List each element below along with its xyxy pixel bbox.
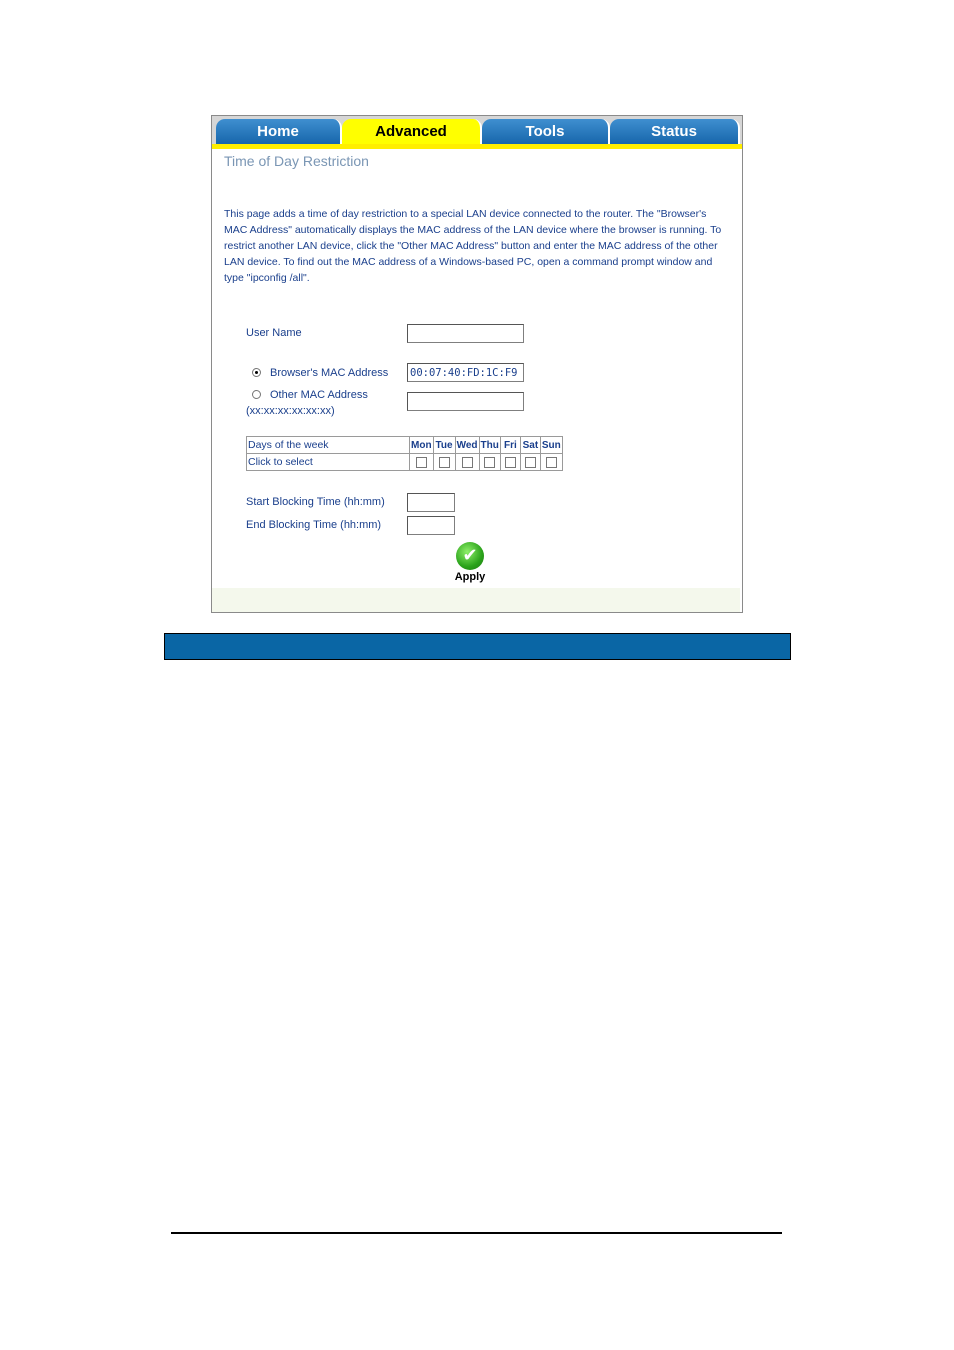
sun-cell — [540, 454, 562, 471]
checkmark-icon: ✔ — [456, 542, 484, 570]
user-name-label: User Name — [246, 327, 302, 339]
apply-label: Apply — [454, 571, 486, 583]
other-mac-input[interactable] — [407, 392, 524, 411]
mon-cell — [410, 454, 434, 471]
day-tue: Tue — [433, 437, 455, 454]
wed-checkbox[interactable] — [462, 457, 473, 468]
tab-tools[interactable]: Tools — [482, 119, 610, 144]
start-blocking-time-label: Start Blocking Time (hh:mm) — [246, 496, 385, 508]
footer-divider — [171, 1232, 782, 1234]
apply-button[interactable] — [448, 542, 492, 583]
sun-checkbox[interactable] — [546, 457, 557, 468]
thu-cell — [479, 454, 500, 471]
tue-checkbox[interactable] — [439, 457, 450, 468]
tab-home[interactable]: Home — [216, 119, 342, 144]
day-wed: Wed — [455, 437, 479, 454]
tab-status[interactable]: Status — [610, 119, 740, 144]
other-mac-label: Other MAC Address — [270, 389, 368, 401]
mon-checkbox[interactable] — [416, 457, 427, 468]
window-bottom-strip — [212, 588, 740, 612]
page-description: This page adds a time of day restriction to a special LAN device connected to the router. The "Browser's MAC Address" automatically displays the MAC address of the LAN device where the browser is running. To restrict another LAN device, click the "Other MAC Address" button and enter the MAC address of the other LAN device. To find out the MAC address of a Windows-based PC, open a command prompt window and type "ipconfig /all". — [224, 208, 722, 284]
fri-cell — [500, 454, 520, 471]
day-sun: Sun — [540, 437, 562, 454]
tab-bar — [212, 116, 742, 144]
browser-mac-radio[interactable] — [252, 368, 261, 377]
other-mac-radio[interactable] — [252, 390, 261, 399]
section-header-bar — [164, 633, 791, 660]
day-sat: Sat — [520, 437, 540, 454]
sat-cell — [520, 454, 540, 471]
other-mac-format-hint: (xx:xx:xx:xx:xx:xx) — [246, 405, 335, 417]
tab-underline — [212, 144, 742, 149]
days-of-week-table — [246, 436, 563, 471]
tue-cell — [433, 454, 455, 471]
wed-cell — [455, 454, 479, 471]
sat-checkbox[interactable] — [525, 457, 536, 468]
click-to-select-label: Click to select — [247, 454, 410, 471]
thu-checkbox[interactable] — [484, 457, 495, 468]
user-name-input[interactable] — [407, 324, 524, 343]
browser-mac-input[interactable] — [407, 363, 524, 382]
browser-mac-label: Browser's MAC Address — [270, 367, 389, 379]
days-header: Days of the week — [247, 437, 410, 454]
start-blocking-time-input[interactable] — [407, 493, 455, 512]
router-config-window — [211, 115, 743, 613]
end-blocking-time-input[interactable] — [407, 516, 455, 535]
day-thu: Thu — [479, 437, 500, 454]
fri-checkbox[interactable] — [505, 457, 516, 468]
end-blocking-time-label: End Blocking Time (hh:mm) — [246, 519, 382, 531]
day-fri: Fri — [500, 437, 520, 454]
day-mon: Mon — [410, 437, 434, 454]
page-title: Time of Day Restriction — [224, 153, 369, 169]
tab-advanced[interactable]: Advanced — [342, 119, 482, 144]
